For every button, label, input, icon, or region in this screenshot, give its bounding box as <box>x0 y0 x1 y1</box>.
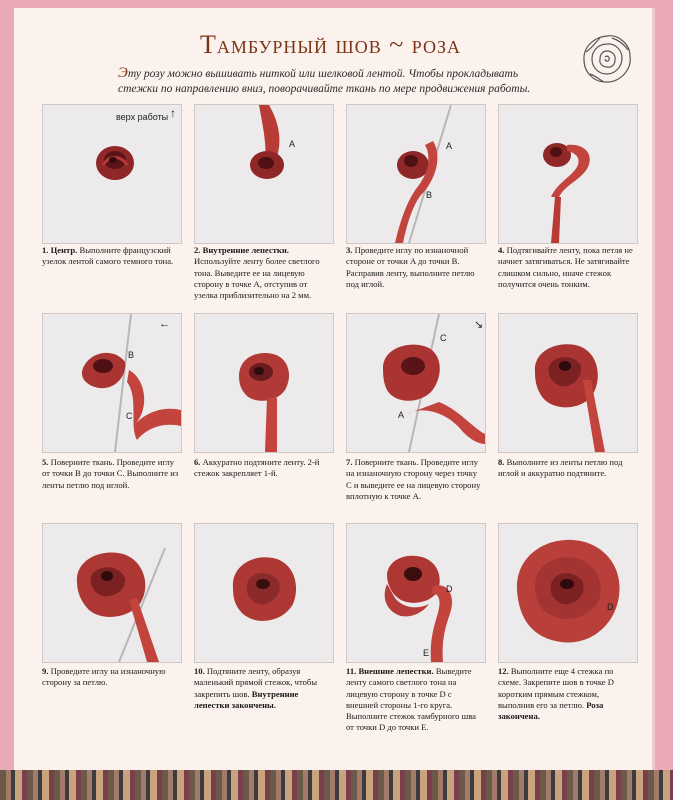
step-2-caption <box>194 245 332 301</box>
point-label-a: A <box>398 410 405 420</box>
step-10-text: Подтяните ленту, образуя маленький прямой стежок, чтобы закрепить шов. <box>194 666 318 699</box>
step-8-number: 8. <box>498 457 505 467</box>
step-11-number: 11. <box>346 666 357 676</box>
step-1-photo <box>42 104 182 244</box>
left-arrow-icon: ← <box>159 318 170 330</box>
step-11-text: Выведите ленту самого светлого тона на лицевую сторону в точке D с внешней стороны 1-го круга. Выполните стежок тамбурного шва от точки D до точки E. <box>346 666 477 733</box>
label-top-of-work: верх работы <box>116 112 169 122</box>
step-10-caption <box>194 666 332 711</box>
step-3-photo <box>346 104 486 244</box>
intro-drop-cap: Э <box>118 65 128 81</box>
step-8-caption <box>498 457 636 480</box>
step-7-text: Поверните ткань. Проведите иглу на изнаночную сторону через точку C и выведите ее на лицевую сторону вплотную к точке A. <box>346 457 481 501</box>
point-label-d: D <box>607 602 614 612</box>
step-10-number: 10. <box>194 666 205 676</box>
step-7-photo <box>346 313 486 453</box>
step-3-text: Проведите иглу по изнаночной стороне от точки A до точки B. Расправив ленту, выполните петлю под иглой. <box>346 245 475 289</box>
step-3-caption <box>346 245 484 290</box>
step-9-number: 9. <box>42 666 49 676</box>
intro-paragraph <box>118 66 558 97</box>
up-arrow-icon: ↑ <box>170 106 176 120</box>
step-6-text: Аккуратно подтяните ленту. 2-й стежок закрепляет 1-й. <box>194 457 320 479</box>
step-12-photo <box>498 523 638 663</box>
step-11-caption <box>346 666 484 734</box>
rose-outline-icon <box>578 30 636 88</box>
step-4-caption <box>498 245 636 290</box>
step-12-number: 12. <box>498 666 509 676</box>
step-11-photo <box>346 523 486 663</box>
step-1-number: 1. <box>42 245 49 255</box>
step-2-text: Используйте ленту более светлого тона. Выведите ее на лицевую сторону в точке A, отступив от узелка приблизительно на 2 мм. <box>194 256 320 301</box>
point-label-a: A <box>446 141 453 151</box>
page-title: Тамбурный шов ~ роза <box>200 30 462 59</box>
diagonal-arrow-icon: ↘ <box>474 319 484 331</box>
step-6-caption <box>194 457 332 480</box>
book-spine-strip <box>0 770 673 800</box>
intro-text: ту розу можно вышивать ниткой или шелковой лентой. Чтобы прокладывать стежки по направлению вниз, поворачивайте ткань по мере продвижения работы. <box>118 68 531 95</box>
step-7-caption <box>346 457 484 502</box>
point-label-b: B <box>426 190 433 200</box>
step-2-heading: Внутренние лепестки. <box>202 245 289 255</box>
step-4-photo <box>498 104 638 244</box>
step-5-caption <box>42 457 180 491</box>
step-1-caption <box>42 245 180 268</box>
point-label-c: C <box>126 411 133 421</box>
step-9-photo <box>42 523 182 663</box>
step-3-number: 3. <box>346 245 353 255</box>
step-5-number: 5. <box>42 457 49 467</box>
step-8-photo <box>498 313 638 453</box>
step-1-text: Выполните французский узелок лентой самого темного тона. <box>42 245 174 267</box>
step-12-caption <box>498 666 636 722</box>
point-label-d: D <box>446 584 453 594</box>
step-8-text: Выполните из ленты петлю под иглой и аккуратно подтяните. <box>498 457 623 479</box>
step-5-photo <box>42 313 182 453</box>
point-label-b: B <box>128 350 135 360</box>
step-6-photo <box>194 313 334 453</box>
step-9-caption <box>42 666 180 689</box>
point-label-c: C <box>440 333 447 343</box>
step-2-photo <box>194 104 334 244</box>
step-11-heading: Внешние лепестки. <box>358 666 434 676</box>
step-6-number: 6. <box>194 457 201 467</box>
step-5-text: Поверните ткань. Проведите иглу от точки B до точки C. Выполните из ленты петлю под иглой. <box>42 457 179 490</box>
step-2-number: 2. <box>194 245 201 255</box>
step-7-number: 7. <box>346 457 353 467</box>
point-label-e: E <box>423 648 430 658</box>
step-4-number: 4. <box>498 245 505 255</box>
step-12-text: Выполните еще 4 стежка по схеме. Закрепите шов в точке D коротким прямым стежком, выполнив его за петлю. <box>498 666 614 710</box>
step-4-text: Подтягивайте ленту, пока петля не начнет затягиваться. Не затягивайте слишком сильно, иначе стежок получится очень тонким. <box>498 245 633 289</box>
step-12-conclusion: Роза закончена. <box>498 699 604 722</box>
step-10-photo <box>194 523 334 663</box>
point-label-a: A <box>289 139 296 149</box>
step-10-conclusion: Внутренние лепестки закончены. <box>194 688 299 710</box>
step-1-heading: Центр. <box>50 245 78 255</box>
step-9-text: Проведите иглу на изнаночную сторону за петлю. <box>42 666 166 688</box>
